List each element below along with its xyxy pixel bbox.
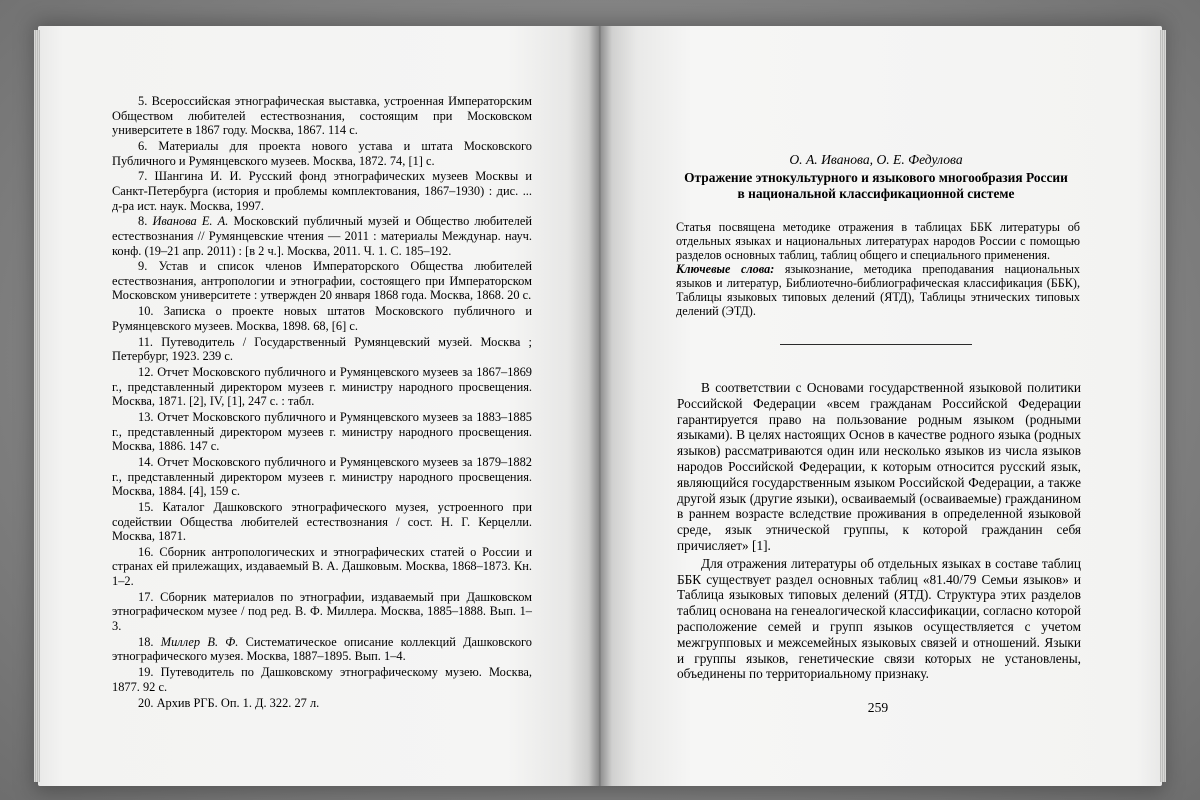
right-page-edge — [1160, 30, 1166, 782]
article-authors: О. А. Иванова, О. Е. Федулова — [789, 152, 963, 167]
abstract-text: Статья посвящена методике отражения в таблицах ББК литературы об отдельных языках и национальных литературах народов России с помощью разделов основных таблиц, таблиц общего и специального применения. — [676, 220, 1080, 262]
keywords-label: Ключевые слова: — [676, 262, 775, 276]
reference-item: 13. Отчет Московского публичного и Румянцевского музеев за 1883–1885 г., представленный директором музеев г. министру народного просвещения. Москва, 1886. 147 с. — [112, 409, 532, 454]
body-paragraph: В соответствии с Основами государственной языковой политики Российской Федерации «всем гражданам Российской Федерации гарантируется право на пользование родным языком (родными языками). В целях настоящих Основ в качестве родного языка (родных языков) рассматриваются один или несколько языков из числа языков народов Российской Федерации, к которым относится русский язык, являющийся государственным языком Российской Федерации, а также другой язык (другие языки), осваиваемый (осваиваемые) гражданином в раннем возрасте вследствие проживания в определенной языковой среде, язык этнической группы, к которой гражданин себя причисляет» [1]. — [677, 380, 1081, 553]
separator-rule — [780, 344, 972, 345]
reference-item: 5. Всероссийская этнографическая выставка, устроенная Императорским Обществом любителей естествознания, состоящим при Московском университете в 1867 году. Москва, 1867. 114 с. — [112, 94, 532, 138]
article-abstract — [676, 220, 1080, 318]
reference-author: Иванова Е. А. — [152, 214, 229, 229]
reference-item: 17. Сборник материалов по этнографии, издаваемый при Дашковском этнографическом музее / под ред. В. Ф. Миллера. Москва, 1885–1888. Вып. 1–3. — [112, 589, 532, 634]
reference-item: 9. Устав и список членов Императорского Общества любителей естествознания, антропологии и этнографии, состоящего при Императорском Московском университете : утвержден 20 января 1868 года. Москва, 1868. 20 с. — [112, 259, 532, 303]
keywords — [676, 262, 1080, 318]
article-title-line: Отражение этнокультурного и языкового многообразия России — [684, 170, 1068, 185]
reference-item: 6. Материалы для проекта нового устава и штата Московского Публичного и Румянцевского музеев. Москва, 1872. 74, [1] с. — [112, 138, 532, 168]
book-gutter — [588, 26, 612, 786]
reference-item: 7. Шангина И. И. Русский фонд этнографических музеев Москвы и Санкт-Петербурга (история и проблемы комплектования, 1867–1930) : дис. ... д-ра ист. наук. Москва, 1997. — [112, 169, 532, 213]
article-title — [660, 170, 1092, 201]
reference-item: 8. Иванова Е. А. Московский публичный музей и Общество любителей естествознания // Румянцевские чтения — 2011 : материалы Междунар. науч. конф. (19–21 апр. 2011) : [в 2 ч.]. Москва, 2011. Ч. 1. С. 185–192. — [112, 214, 532, 258]
article-title-line: в национальной классификационной системе — [737, 185, 1015, 201]
reference-item: 11. Путеводитель / Государственный Румянцевский музей. Москва ; Петербург, 1923. 239 с. — [112, 334, 532, 364]
reference-item: 19. Путеводитель по Дашковскому этнографическому музею. Москва, 1877. 92 с. — [112, 665, 532, 694]
reference-list — [112, 94, 532, 711]
reference-item: 20. Архив РГБ. Оп. 1. Д. 322. 27 л. — [138, 695, 320, 710]
page-number: 259 — [867, 700, 889, 715]
body-paragraph: Для отражения литературы об отдельных языках в составе таблиц ББК существует раздел основных таблиц «81.40/79 Семьи языков» и Таблица языковых типовых делений (ЯТД). Структура этих разделов таблиц основана на генеалогической классификации, согласно которой расположение семей и групп языков осуществляется с учетом межгрупповых и межсемейных языковых связей и отношений. Языки и группы языков, генетические связи которых не установлены, объединены по территориальному признаку. — [677, 555, 1081, 682]
reference-item: 15. Каталог Дашковского этнографического музея, устроенного при содействии Общества любителей естествознания / сост. Н. Г. Керцелли. Москва, 1871. — [112, 499, 532, 544]
article-body — [677, 380, 1081, 684]
reference-item: 14. Отчет Московского публичного и Румянцевского музеев за 1879–1882 г., представленный директором музеев г. министру народного просвещения. Москва, 1884. [4], 159 с. — [112, 454, 532, 499]
reference-item: 16. Сборник антропологических и этнографических статей о России и странах ей прилежащих, издаваемый В. А. Дашковым. Москва, 1868–1873. Кн. 1–2. — [112, 544, 532, 589]
keywords-text: языкознание, методика преподавания национальных языков и литератур, Библиотечно-библиографическая классификация (ББК), Таблицы языковых типовых делений (ЯТД), Таблицы этнических типовых делений (ЭТД). — [676, 262, 1080, 318]
reference-author: Миллер В. Ф. — [160, 634, 239, 649]
reference-item: 12. Отчет Московского публичного и Румянцевского музеев за 1867–1869 г., представленный директором музеев г. министру народного просвещения. Москва, 1871. [2], IV, [1], 247 с. : табл. — [112, 365, 532, 409]
reference-item: 10. Записка о проекте новых штатов Московского публичного и Румянцевского музеев. Москва, 1898. 68, [6] с. — [112, 304, 532, 333]
left-page-edge — [34, 30, 40, 782]
reference-item: 18. Миллер В. Ф. Систематическое описание коллекций Дашковского этнографического музея. Москва, 1887–1895. Вып. 1–4. — [112, 634, 533, 664]
